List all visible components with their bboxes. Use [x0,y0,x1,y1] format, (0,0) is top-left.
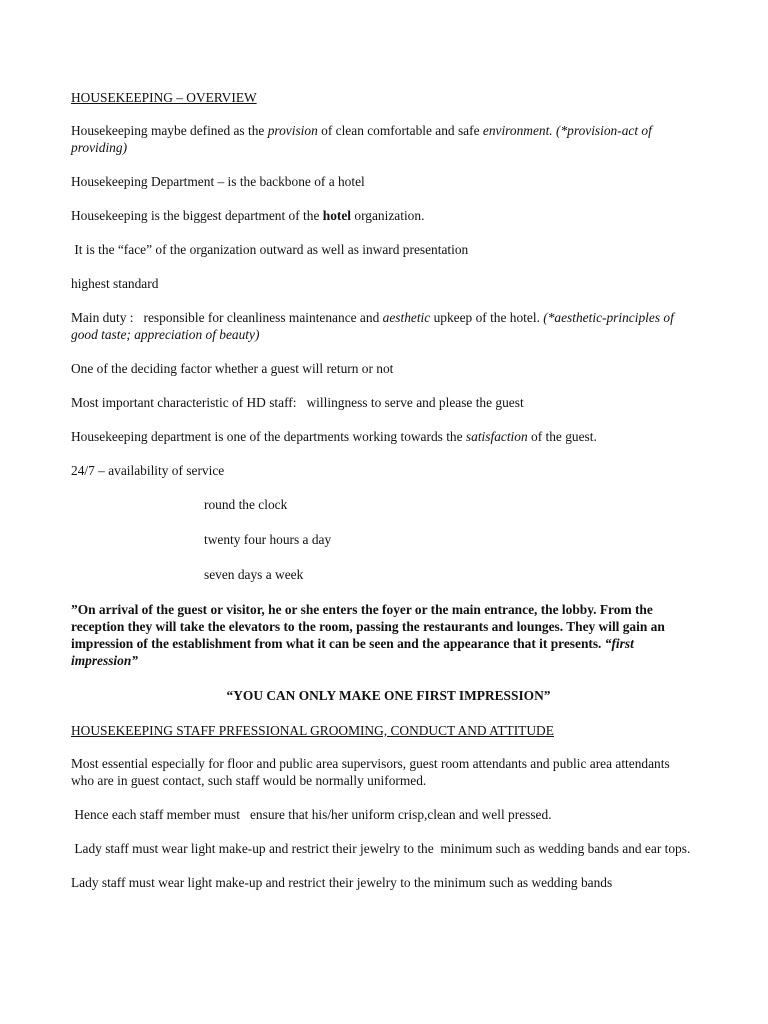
italic-text-run: (*aesthetic-principles of good taste; appreciation of beauty) [71,310,674,342]
paragraph-satisfaction [71,428,696,445]
section-heading-overview: HOUSEKEEPING – OVERVIEW [71,90,257,105]
availability-item: round the clock [204,497,288,512]
paragraph-essential: Most essential especially for floor and public area supervisors, guest room attendants and public area attendants who are in guest contact, such staff would be normally uniformed. [71,756,670,788]
availability-item: seven days a week [204,567,304,582]
italic-text-run: satisfaction [465,429,528,444]
text-run: Housekeeping department is one of the departments working towards the [71,429,466,444]
text-run: Main duty : responsible for cleanliness maintenance and [71,310,383,325]
paragraph-biggest-department [71,207,696,224]
paragraph-lady-staff-repeat: Lady staff must wear light make-up and restrict their jewelry to the minimum such as wedding bands [71,875,613,890]
italic-text-run: provision [267,123,318,138]
italic-text-run: environment. (*provision-act of providing) [71,123,652,155]
paragraph-main-duty [71,309,696,343]
paragraph-definition [71,122,696,156]
paragraph-uniform: Hence each staff member must ensure that his/her uniform crisp,clean and well pressed. [71,807,552,822]
paragraph-availability: 24/7 – availability of service [71,463,225,478]
centered-slogan: “YOU CAN ONLY MAKE ONE FIRST IMPRESSION” [226,688,551,703]
document-page [71,89,696,908]
paragraph-highest-standard: highest standard [71,276,159,291]
text-run: upkeep of the hotel. [430,310,544,325]
text-run: of the guest. [527,429,597,444]
text-run: ”On arrival of the guest or visitor, he or she enters the foyer or the main entrance, the lobby. From the reception they will take the elevators to the room, passing the restaurants and lounges. They will gain an impression of the establishment from what it can be seen and the appearance that it presents. [71,602,665,651]
paragraph-lady-staff: Lady staff must wear light make-up and restrict their jewelry to the minimum such as wedding bands and ear tops. [71,841,691,856]
paragraph-face: It is the “face” of the organization outward as well as inward presentation [71,242,469,257]
quote-first-impression [71,601,696,669]
text-run: Housekeeping maybe defined as the [71,123,268,138]
text-run: Housekeeping is the biggest department of the [71,208,323,223]
paragraph-deciding-factor: One of the deciding factor whether a guest will return or not [71,361,394,376]
availability-item: twenty four hours a day [204,532,332,547]
section-heading-grooming: HOUSEKEEPING STAFF PRFESSIONAL GROOMING, CONDUCT AND ATTITUDE [71,723,554,738]
paragraph-characteristic: Most important characteristic of HD staff: willingness to serve and please the guest [71,395,524,410]
text-run: organization. [351,208,425,223]
italic-text-run: “first impression” [71,636,634,668]
text-run: of clean comfortable and safe [317,123,483,138]
paragraph-backbone: Housekeeping Department – is the backbone of a hotel [71,174,365,189]
bold-text-run: hotel [322,208,352,223]
italic-text-run: aesthetic [382,310,431,325]
